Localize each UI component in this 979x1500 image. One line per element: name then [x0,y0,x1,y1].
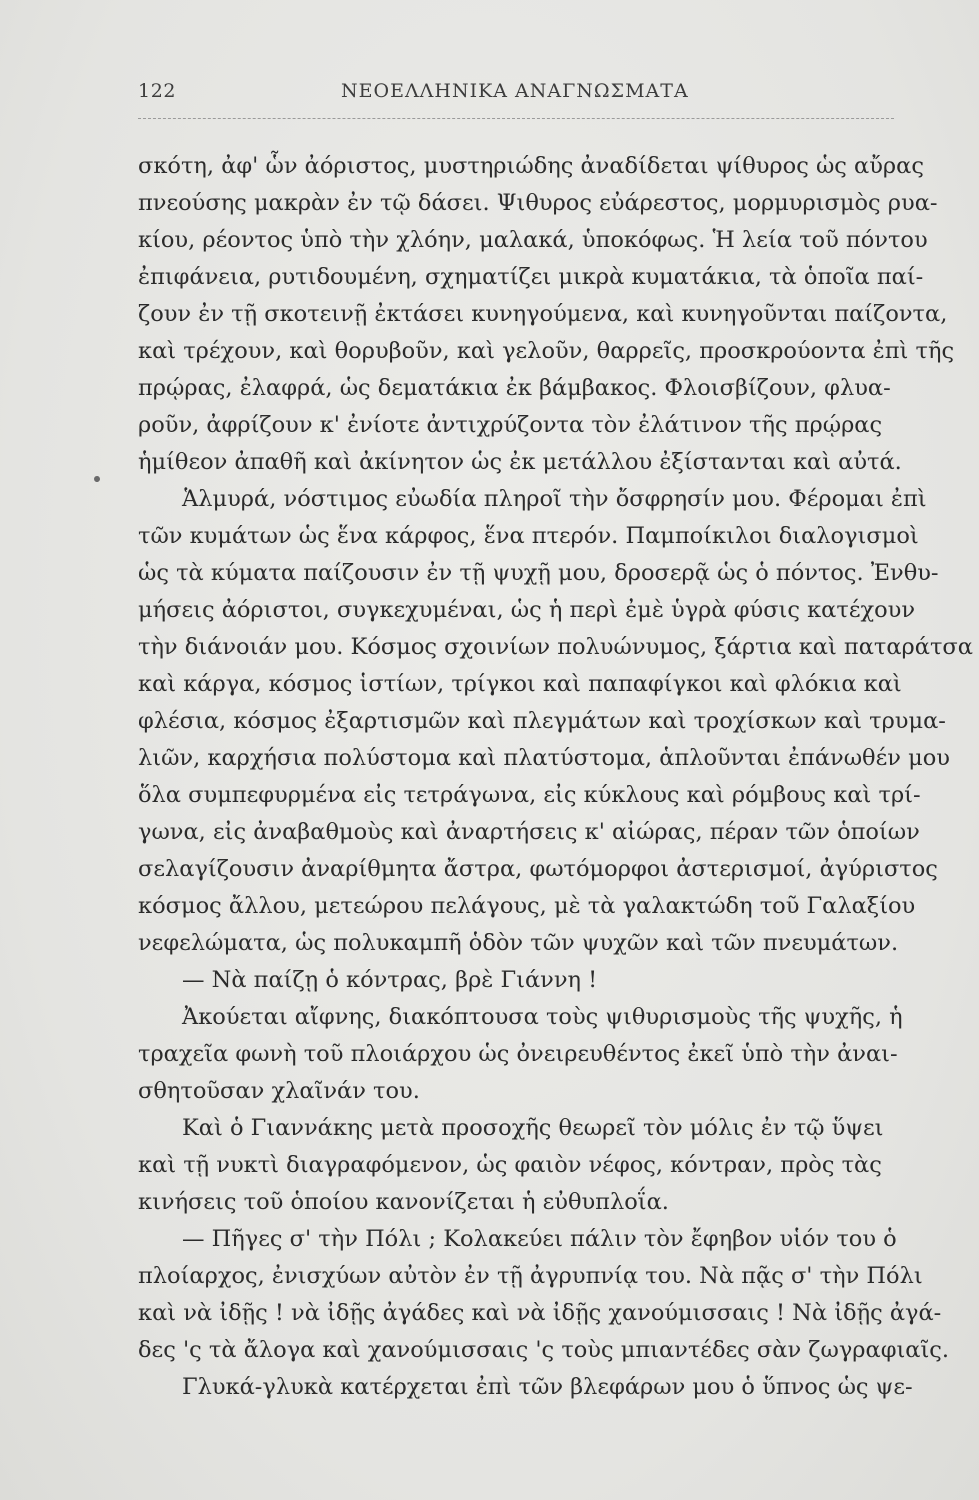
text-line: καὶ νὰ ἰδῇς ! νὰ ἰδῇς ἀγάδες καὶ νὰ ἰδῇς χανούμισσαις ! Νὰ ἰδῇς ἀγά- [138,1300,942,1326]
text-line: πνεούσης μακρὰν ἐν τῷ δάσει. Ψιθυρος εὐάρεστος, μορμυρισμὸς ρυα- [138,190,938,216]
text-line: τῶν κυμάτων ὡς ἕνα κάρφος, ἕνα πτερόν. Παμποίκιλοι διαλογισμοὶ [138,523,919,549]
text-line: ἐπιφάνεια, ρυτιδουμένη, σχηματίζει μικρὰ κυματάκια, τὰ ὁποῖα παί- [138,264,924,290]
running-head [138,80,894,110]
page-number: 122 [138,80,177,102]
text-line: πλοίαρχος, ἐνισχύων αὐτὸν ἐν τῇ ἀγρυπνίᾳ του. Νὰ πᾷς σ' τὴν Πόλι [138,1263,923,1289]
text-line: κινήσεις τοῦ ὁποίου κανονίζεται ἡ εὐθυπλοΐα. [138,1189,669,1215]
text-line: Γλυκά-γλυκὰ κατέρχεται ἐπὶ τῶν βλεφάρων μου ὁ ὕπνος ὡς ψε- [182,1374,913,1400]
running-title: ΝΕΟΕΛΛΗΝΙΚΑ ΑΝΑΓΝΩΣΜΑΤΑ [341,80,689,102]
text-line: νεφελώματα, ὡς πολυκαμπῆ ὁδὸν τῶν ψυχῶν καὶ τῶν πνευμάτων. [138,930,899,956]
margin-mark [93,475,101,483]
text-line: καὶ τῇ νυκτὶ διαγραφόμενον, ὡς φαιὸν νέφος, κόντραν, πρὸς τὰς [138,1152,882,1178]
text-line: μήσεις ἀόριστοι, συγκεχυμέναι, ὡς ἡ περὶ ἐμὲ ὑγρὰ φύσις κατέχουν [138,597,916,623]
text-line: τραχεῖα φωνὴ τοῦ πλοιάρχου ὡς ὀνειρευθέντος ἐκεῖ ὑπὸ τὴν ἀναι- [138,1041,898,1067]
text-line: κίου, ρέοντος ὑπὸ τὴν χλόην, μαλακά, ὑποκόφως. Ἡ λεία τοῦ πόντου [138,227,928,253]
text-line: ἡμίθεον ἀπαθῆ καὶ ἀκίνητον ὡς ἐκ μετάλλου ἐξίστανται καὶ αὐτά. [138,449,902,475]
text-line: ροῦν, ἀφρίζουν κ' ἐνίοτε ἀντιχρύζοντα τὸν ἐλάτινον τῆς πρῴρας [138,412,883,438]
text-line: πρῴρας, ἐλαφρά, ὡς δεματάκια ἐκ βάμβακος. Φλοισβίζουν, φλυα- [138,375,891,401]
text-line: δες 'ς τὰ ἄλογα καὶ χανούμισσαις 'ς τοὺς μπιαντέδες σὰν ζωγραφιαῖς. [138,1337,950,1363]
text-line: ζουν ἐν τῇ σκοτεινῇ ἐκτάσει κυνηγούμενα, καὶ κυνηγοῦνται παίζοντα, [138,301,948,327]
text-line: Ἀκούεται αἴφνης, διακόπτουσα τοὺς ψιθυρισμοὺς τῆς ψυχῆς, ἡ [182,1004,903,1030]
header-rule [138,118,894,119]
text-line: σελαγίζουσιν ἀναρίθμητα ἄστρα, φωτόμορφοι ἀστερισμοί, ἀγύριστος [138,856,938,882]
text-line: καὶ τρέχουν, καὶ θορυβοῦν, καὶ γελοῦν, θαρρεῖς, προσκρούοντα ἐπὶ τῆς [138,338,955,364]
text-line: φλέσια, κόσμος ἐξαρτισμῶν καὶ πλεγμάτων καὶ τροχίσκων καὶ τρυμα- [138,708,946,734]
text-line: τὴν διάνοιάν μου. Κόσμος σχοινίων πολυώνυμος, ξάρτια καὶ παταράτσα [138,634,973,660]
text-line: λιῶν, καρχήσια πολύστομα καὶ πλατύστομα, ἁπλοῦνται ἐπάνωθέν μου [138,745,950,771]
text-line: ὅλα συμπεφυρμένα εἰς τετράγωνα, εἰς κύκλους καὶ ρόμβους καὶ τρί- [138,782,921,808]
text-line: γωνα, εἰς ἀναβαθμοὺς καὶ ἀναρτήσεις κ' αἰώρας, πέραν τῶν ὁποίων [138,819,920,845]
text-line: — Νὰ παίζῃ ὁ κόντρας, βρὲ Γιάννη ! [182,967,598,993]
text-line: ὡς τὰ κύματα παίζουσιν ἐν τῇ ψυχῇ μου, δροσερᾷ ὡς ὁ πόντος. Ἐνθυ- [138,560,939,586]
text-line: κόσμος ἄλλου, μετεώρου πελάγους, μὲ τὰ γαλακτώδη τοῦ Γαλαξίου [138,893,916,919]
text-line: Ἁλμυρά, νόστιμος εὐωδία πληροῖ τὴν ὄσφρησίν μου. Φέρομαι ἐπὶ [182,486,927,512]
text-line: καὶ κάργα, κόσμος ἱστίων, τρίγκοι καὶ παπαφίγκοι καὶ φλόκια καὶ [138,671,902,697]
text-line: Καὶ ὁ Γιαννάκης μετὰ προσοχῆς θεωρεῖ τὸν μόλις ἐν τῷ ὕψει [182,1115,884,1141]
text-line: σθητοῦσαν χλαῖνάν του. [138,1078,420,1104]
body-text [138,148,973,1406]
text-line: — Πῆγες σ' τὴν Πόλι ; Κολακεύει πάλιν τὸν ἔφηβον υἱόν του ὁ [182,1226,897,1252]
text-line: σκότη, ἀφ' ὧν ἀόριστος, μυστηριώδης ἀναδίδεται ψίθυρος ὡς αὔρας [138,153,924,179]
